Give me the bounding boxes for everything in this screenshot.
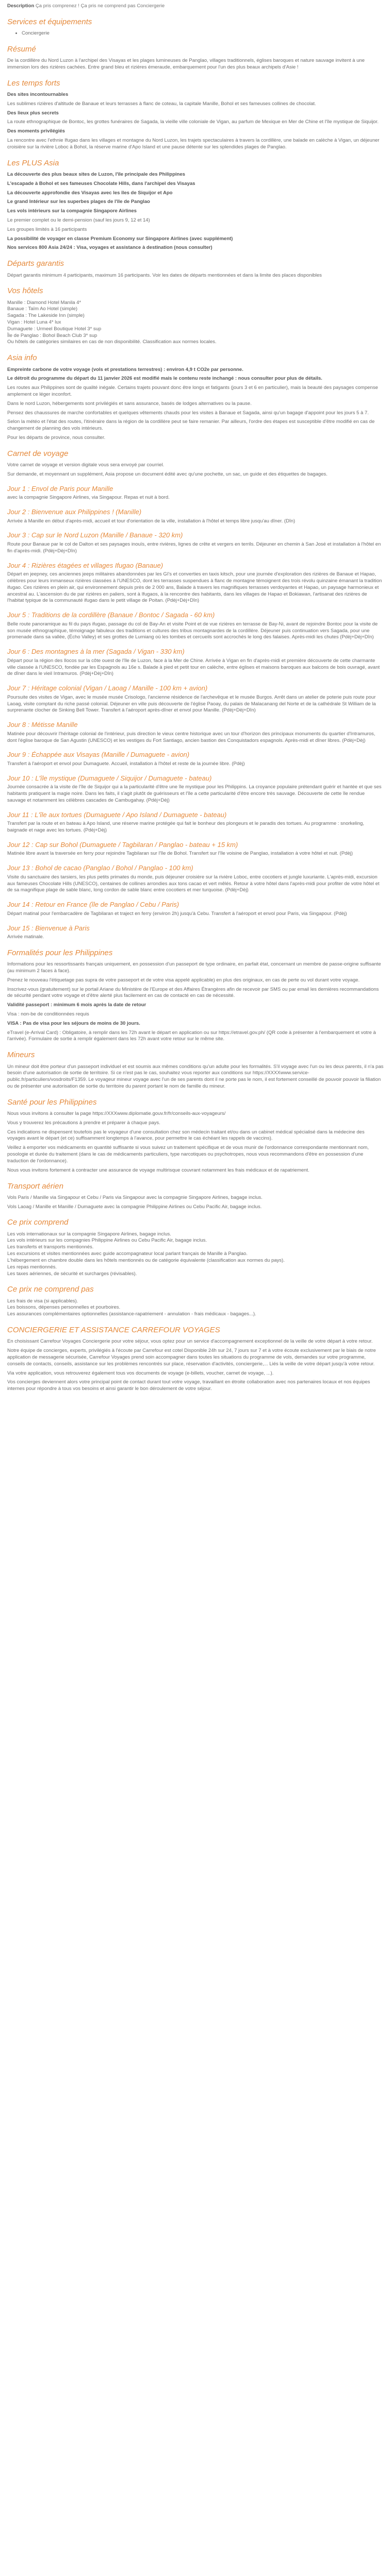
- day-title: Jour 9 : Échappée aux Visayas (Manille / Dumaguete - avion): [7, 751, 190, 759]
- carnet-title: Carnet de voyage: [7, 449, 69, 458]
- hotel-line: Manille : Diamond Hotel Manila 4*: [7, 299, 82, 306]
- day-title: Jour 7 : Héritage colonial (Vigan / Laoag / Manille - 100 km + avion): [7, 684, 208, 692]
- sante-paragraph: Vous y trouverez les précautions à prendre et préparer à chaque pays.: [7, 1120, 160, 1126]
- day-title: Jour 5 : Traditions de la cordillère (Banaue / Bontoc / Sagada - 60 km): [7, 611, 215, 619]
- comprend-item: Les repas mentionnés.: [7, 1264, 57, 1270]
- sante-paragraph: Nous vous invitons fortement à contracter une assurance de voyage multirisque couvrant notamment les frais médicaux et de rapatriement.: [7, 1167, 309, 1173]
- day-text: Départ matinal pour l'embarcadère de Tagbilaran et traject en ferry (environ 2h) jusqu'à Cebu. Transfert à l'aéroport et envol pour Paris, via Singapour. (Pdèj): [7, 910, 347, 917]
- comprend-item: Les taxes aériennes, de sécurité et surcharges (révisables).: [7, 1270, 137, 1277]
- transport-item: Vols Laoag / Manille et Manille / Dumaguete avec la compagnie Philippine Airlines ou Cebu Pacific Air, bagage inclus.: [7, 1204, 262, 1210]
- plus-asia-item: Nos services 800 Asia 24/24 : Visa, voyages et assistance à destination (nous consulter): [7, 245, 213, 251]
- conciergerie-paragraph: Vos concierges deviennent alors votre principal point de contact durant tout votre voyage, travaillant en étroite collaboration avec nos partenaires locaux et nos équipes internes pour répondre à tous vos besoins et ainsi garantir le bon déroulement de votre séjour.: [7, 1379, 370, 1392]
- asia-info-item: Les routes aux Philippines sont de qualité inégale. Certains trajets pouvant donc être longs et fatigants (jours 3 et 6 en particulier), mais la beauté des paysages compense amplement ce léger inconfort.: [7, 385, 378, 397]
- asia-info-item: Dans le nord Luzon, hébergements sont privilégiés et sans assurance, basés de lodges alternatives ou la pause.: [7, 400, 252, 406]
- comprend-item: Les vols intérieurs sur les compagnies Philippine Airlines ou Cebu Pacific Air, bagage inclus.: [7, 1238, 207, 1244]
- resume-title: Résumé: [7, 44, 36, 54]
- sante-paragraph: Nous vous invitons à consulter la page https://XXXwww.diplomatie.gouv.fr/fr/conseils-aux-voyageurs/: [7, 1111, 226, 1117]
- day-title: Jour 3 : Cap sur le Nord Luzon (Manille / Banaue - 320 km): [7, 531, 183, 539]
- mineurs-paragraph: Un mineur doit être porteur d'un passeport individuel et est soumis aux mêmes conditions qu'un adulte pour les formalités. S'il voyage avec l'un ou les deux parents, il n'a pas besoin d'une autorisation de sortie de territoire. Si ce n'est pas le cas, souhaitez vous reporter aux conditions sur https://XXXXwww.service-public.fr/particuliers/vosdroits/F1359. Le voyageur mineur voyage avec l'un de ses parents dont il ne porte pas le nom, il est fortement conseillé de pouvoir pouvoir la filiation ou de présenter une autorisation de sortie du territoire du parent portant le nom de famille du mineur.: [7, 1063, 384, 1089]
- formalites-paragraph: Visa : non-be de conditionnées requis: [7, 1011, 89, 1018]
- mineurs-title: Mineurs: [7, 1050, 35, 1060]
- formalites-paragraph: Prenez le nouveau l'étiquetage pas supra de votre passeport et de votre visa appelé applicable) en plus des originaux, en cas de perte ou vol durant votre voyage.: [7, 977, 360, 983]
- transport-title: Transport aérien: [7, 1181, 63, 1191]
- sante-title: Santé pour les Philippines: [7, 1097, 97, 1107]
- asia-info-item: Empreinte carbone de votre voyage (vols et prestations terrestres) : environ 4,9 t CO2e par personne.: [7, 366, 243, 372]
- day-title: Jour 8 : Métisse Manille: [7, 721, 78, 729]
- formalites-paragraph: Inscrivez-vous (gratuitement) sur le portail Ariane du Ministère de l'Europe et des Affaires Étrangères afin de recevoir par SMS ou par email les dernières recommandations de sécurité pendant votre voyage et d'être alerté plus facilement en cas de contacté en cas de nécessité.: [7, 986, 379, 999]
- comprend-item: L'hébergement en chambre double dans les hôtels mentionnés ou de catégorie équivalente (classification aux normes du pays).: [7, 1257, 285, 1263]
- asia-info-item: Pensez des chaussures de marche confortables et quelques vêtements chauds pour les visites à Banaue et Sagada, ainsi qu'un bagage d'appoint pour les jours 5 à 7.: [7, 410, 369, 416]
- day-text: Arrivée à Manille en début d'après-midi, accueil et tour d'orientation de la ville, installation à l'hôtel et temps libre jusqu'au dîner. (Dîn): [7, 518, 296, 524]
- hotel-line: Vigan : Hotel Luna 4* lux: [7, 319, 61, 325]
- plus-asia-list: [7, 172, 384, 251]
- ne-comprend-item: Les assurances complémentaires optionnelles (assistance-rapatriement - annulation - frais médicaux - bagages...).: [7, 1311, 256, 1317]
- carnet-paragraph: Votre carnet de voyage et version digitale vous sera envoyé par courriel.: [7, 462, 165, 468]
- day-text: Départ en jeepney, ces anciennes jeeps militaires abandonnées par les GI's et converties en taxis kitsch, pour une journée d'exploration des rizières de Banaue et Hapao, célèbres pour leurs inmanseux rizières classées à l'UNESCO, dont les terrasses suspendues à flanc de montagne témoignent des trois révolu quinzaine émanant la tradition ifugao. Ces rizières en plein air, qui environnement depuis près de 2 000 ans, Balade à travers les magnifiques terrasses verdoyantes et Hapao, un paysage harmonieux et ancestral au. L'ascension du de par rizières en paliers, sont à Ifugaos, à la rencontre des habitants, dans les villages de Hapao et Bokiawan, l'artisanat des rizières de l'habitat typique de la communauté ifugao dans le petit village de Poitan. (Pdèj+Dèj+Dîn): [7, 571, 382, 604]
- plus-asia-title: Les PLUS Asia: [7, 158, 59, 167]
- temps-forts-title: Les temps forts: [7, 78, 60, 88]
- carnet-paragraph: Sur demande, et moyennant un supplément, Asia propose un document édité avec qu'une pochette, un sac, un guide et des étiquettes de bagages.: [7, 471, 328, 477]
- day-text: Matinée libre avant la traversée en ferry pour rejoindre Tagbilaran sur l'île de Bohol. Transfert sur l'île voisine de Panglao, installation à votre hôtel et nuit. (Pdèj): [7, 851, 353, 857]
- ne-comprend-title: Ce prix ne comprend pas: [7, 1285, 94, 1294]
- departs-title: Départs garantis: [7, 259, 64, 268]
- asia-info-item: Selon la météo et l'état des routes, l'itinéraire dans la région de la cordillère peut se faire remanier. Par ailleurs, l'ordre des étapes est susceptible d'être modifié en cas de changement de planning des vols intérieurs.: [7, 419, 375, 432]
- services-item: • Conciergerie: [22, 30, 384, 37]
- day-text: Belle route panoramique au fil du pays ifugao, passage du col de Bay-An et visite Point et de vue rizières en terrasse de Bay-Ni, avant de rejoindre Bontoc pour la visite de son musée ethnographique, témoignage fabuleux des traditions et cultures des tribus montagnardes de la cordillère. Déjeuner puis continuation vers Sagada, pour une promenade dans sa vallée, (Écho Valley) et ses grottes de Lumiang où les tombes et cercueils sont accrochés le long des falaises. Après-midi les chutes (Pdèj+Dèj+Dîn): [7, 621, 378, 640]
- day-text: Arrivée matinale.: [7, 934, 44, 940]
- description-label: Description: [7, 3, 35, 9]
- day-text: avec la compagnie Singapore Airlines, via Singapour. Repas et nuit à bord.: [7, 495, 170, 501]
- hotel-line: Sagada : The Lakeside Inn (simple): [7, 313, 85, 319]
- day-text: Départ pour la région des Ilocos sur la côte ouest de l'île de Luzon, face à la Mer de Chine. Arrivée à Vigan en fin d'après-midi et première découverte de cette charmante ville classée à l'UNESCO, fondée par les Espagnols au 16e s. Balade à pied et petit tour en calèche, entre églises et maisons baroques aux balcons de bois ouvragé, avant de dîner dans le vieil Intramuros. (Pdèj+Dèj+Dîn): [7, 657, 380, 677]
- asia-info-list: [7, 367, 384, 442]
- day-title: Jour 13 : Bohol de cacao (Panglao / Bohol / Panglao - 100 km): [7, 864, 193, 872]
- temps-forts-paragraph: La route ethnographique de Bontoc, les grottes funéraires de Sagada, la vieille ville coloniale de Vigan, au parfum de Mexique en Mer de Chine et l'île mystique de Siquijor.: [7, 119, 379, 125]
- day-text: Poursuite des visites de Vigan, avec le musée musée Crisologo, l'ancienne résidence de l'archevêque et le musée Burgos. Arrêt dans un atelier de poterie puis route pour Laoag, visite comptant du riche passé colonial. Déjeuner en ville puis découverte de l'église Paoay, du palais de Malacanang del Norte et de la cathédrale St William de la surprenante clocher de Sinking Bell Tower. Transfert à l'aéroport après-dîner et envol pour Manille. (Pdèj+Dèj+Dîn): [7, 694, 376, 714]
- temps-forts-sub: Des sites incontournables: [7, 92, 69, 97]
- asia-info-title: Asia info: [7, 353, 37, 363]
- formalites-paragraph: VISA : Pas de visa pour les séjours de moins de 30 jours.: [7, 1020, 140, 1026]
- ne-comprend-item: Les frais de visa (si applicables).: [7, 1298, 78, 1304]
- services-title: Services et équipements: [7, 17, 92, 26]
- formalites-title: Formalités pour les Philippines: [7, 948, 113, 957]
- formalites-paragraph: eTravel (e-Arrival Card) : Obligatoire, à remplir dans les 72h avant le départ en application ou sur https://etravel.gov.ph/ (QR code à présenter à l'embarquement et votre à l'arrivée). Formulaire de sortie à remplir également dans les 72h avant votre retour sur le même site.: [7, 1029, 376, 1042]
- asia-info-item: Pour les départs de province, nous consulter.: [7, 435, 106, 440]
- day-text: Transfert par la route et en bateau à Apo Island, une réserve marine protégée qui fait le bonheur des plongeurs et le paradis des tortues. Au programme : snorkeling, baignade et nage avec les tortues. (Pdèj+Dèj): [7, 821, 364, 834]
- temps-forts-sub: Des moments privilégiés: [7, 128, 65, 134]
- day-title: Jour 15 : Bienvenue à Paris: [7, 924, 90, 932]
- temps-forts-paragraph: La rencontre avec l'ethnie Ifugao dans les villages et montagne du Nord Luzon, les trajets spectaculaires à travers la cordillère, une balade en calèche à Vigan, un déjeuner croisière sur la rivière Loboc à Bohol, la réserve marine d'Apo Island et une pause détente sur les splendides plages de Panglao.: [7, 138, 380, 150]
- description-line: [7, 3, 384, 10]
- resume-paragraph: De la cordillère du Nord Luzon à l'archipel des Visayas et les plages lumineuses de Panglao, villages traditionnels, églises baroques et nature sauvage invitent à une immersion lors des rizières cachées. Entre grand bleu et rizières émeraude, embarquement pour l'un des plus beaux archipels d'Asie !: [7, 58, 365, 70]
- day-title: Jour 11 : L'île aux tortues (Dumaguete / Apo Island / Dumaguete - bateau): [7, 810, 227, 819]
- sante-paragraph: Veillez à emporter vos médicaments en quantité suffisante si vous suivez un traitement spécifique et de vous munir de l'ordonnance correspondante mentionnant nom, posologie et durée du traitement (dans le cas de médicaments particuliers, type narcotiques ou psychotropes, nous vous recommandons d'être en possession d'une traduction de l'ordonnance).: [7, 1145, 369, 1164]
- day-text: Journée consacrée à la visite de l'île de Siquijor qui a la particularité d'être une île mystique pour les Philippins. La croyance populaire prétendant guérir et hantée et que ses habitants pratiquent la magie noire. Dans les faits, il s'agit plutôt de guérisseurs et l'île a cette particularité d'être encore très sauvage. Découverte de cette île rendue sauvage et notamment les célèbres cascades de Cambugahay. (Pdèj+Dèj): [7, 784, 382, 803]
- plus-asia-item: Le grand Intérieur sur les superbes plages de l'île de Panglao: [7, 199, 150, 205]
- conciergerie-paragraph: En choisissant Carrefour Voyages Conciergerie pour votre séjour, vous optez pour un service d'accompagnement exceptionnel de la veille de votre départ à votre retour.: [7, 1338, 373, 1345]
- plus-asia-item: Les vols intérieurs sur la compagnie Singapore Airlines: [7, 208, 137, 214]
- plus-asia-item: La possibilité de voyager en classe Premium Economy sur Singapore Airlines (avec supplément): [7, 235, 233, 242]
- conciergerie-paragraph: Notre équipe de concierges, experts, privilégiés à l'écoute par Carrefour est cotel Disponible 24h sur 24, 7 jours sur 7 et à votre écoute exclusivement par le biais de notre application de messagerie sécurisée, Carrefour Voyages prend soin accompagner dans toutes les situations du programme de vols, demandes sur votre programme, conseils de contacts, conseils, assistance sur les problèmes rencontrés sur place, réservation d'activités, conciergerie,... Liés la veille de votre départ jusqu'à votre retour.: [7, 1348, 376, 1367]
- departs-paragraph: Départ garantis minimum 4 participants, maximum 16 participants. Voir les dates de départs mentionnées et dans la limite des places disponibles: [7, 272, 322, 278]
- temps-forts-sub: Des lieux plus secrets: [7, 110, 59, 116]
- day-title: Jour 2 : Bienvenue aux Philippines ! (Manille): [7, 508, 142, 516]
- day-title: Jour 12 : Cap sur Bohol (Dumaguete / Tagbilaran / Panglao - bateau + 15 km): [7, 840, 238, 849]
- comprend-item: Les transferts et transports mentionnés.: [7, 1244, 94, 1250]
- day-text: Visite du sanctuaire des tarsiers, les plus petits primates du monde, puis déjeuner croisière sur la rivière Loboc, entre cocotiers et jungle luxuriante. L'après-midi, excursion aux fameuses Chocolate Hills (UNESCO), centaines de collines arrondies aux tons cacao et vert mêlés. Retour à votre hôtel dans l'après-midi pour profiter de votre hôtel et de sa magnifique plage de sable blanc, long cordon de sable blanc entre cocotiers et mer turquoise. (Pdèj+Dèj): [7, 874, 380, 893]
- plus-asia-item: La découverte des plus beaux sites de Luzon, l'île principale des Philippines: [7, 171, 185, 177]
- hotel-line: Banaue : Taïm Ao Hotel (simple): [7, 306, 78, 312]
- formalites-paragraph: Informations pour les ressortissants français uniquement, en possession d'un passeport de type ordinaire, en parfait état, concernant un membre de passe-origine suffisante (au minimum 2 faces à face).: [7, 961, 381, 974]
- transport-item: Vols Paris / Manille via Singapour et Cebu / Paris via Singapour avec la compagnie Singapore Airlines, bagage inclus.: [7, 1194, 263, 1200]
- day-text: Route pour Banaue par le col de Dalton et ses paysages inouïs, entre rivières, lignes de crête et vergers en terrils. Déjeuner en chemin à San José et installation à l'hôtel en fin d'après-midi. (Pdèj+Dèj+Dîn): [7, 541, 381, 554]
- hotel-line: Île de Panglao : Bohol Beach Club 3* sup: [7, 332, 97, 338]
- comprend-item: Les vols internationaux sur la compagnie Singapore Airlines, bagage inclus.: [7, 1231, 171, 1237]
- plus-asia-item: L'escapade à Bohol et ses fameuses Chocolate Hills, dans l'archipel des Visayas: [7, 180, 196, 187]
- description-text: Ça pris comprenez ! Ça pris ne comprend pas Conciergerie: [35, 3, 165, 9]
- temps-forts-paragraph: Les sublimes rizières d'altitude de Banaue et leurs terrasses à flanc de coteau, la capitale Manille, Bohol et ses fameuses collines de chocolat.: [7, 100, 316, 107]
- sante-paragraph: Ces indications ne dispensent toutefois pas le voyageur d'une consultation chez son médecin traitant et/ou dans un cabinet médical spécialisé dans la médecine des voyages avant le départ (et ce) suffisamment longtemps à l'avance, pour permettre le cas échéant les rappels de vaccins).: [7, 1129, 365, 1142]
- plus-asia-item: La découverte approfondie des Visayas avec les îles de Siquijor et Apo: [7, 190, 173, 196]
- hotel-line: Ou hôtels de catégories similaires en cas de non disponibilité. Classification aux normes locales.: [7, 339, 217, 345]
- day-title: Jour 1 : Envol de Paris pour Manille: [7, 484, 113, 493]
- conciergerie-title: CONCIERGERIE ET ASSISTANCE CARREFOUR VOYAGES: [7, 1326, 220, 1335]
- asia-info-item: Le détroit du programme du départ du 11 janvier 2026 est modifié mais le contenu reste inchangé : nous consulter pour plus de détails.: [7, 376, 322, 382]
- itinerary: [7, 484, 384, 941]
- plus-asia-item: Le premier complet ou le demi-pension (sauf les jours 9, 12 et 14): [7, 217, 150, 223]
- conciergerie-paragraph: Via votre application, vous retrouverez également tous vos documents de voyage (e-billets, voucher, carnet de voyage, ...).: [7, 1370, 274, 1376]
- ne-comprend-item: Les boissons, dépenses personnelles et pourboires.: [7, 1304, 121, 1311]
- hotel-line: Dumaguete : Urmeel Boutique Hotel 3* sup: [7, 326, 102, 332]
- comprend-item: Les excursions et visites mentionnées avec guide accompagnateur local parlant français de Manille à Panglao.: [7, 1251, 248, 1257]
- day-title: Jour 10 : L'île mystique (Dumaguete / Siquijor / Dumaguete - bateau): [7, 774, 212, 782]
- services-list: [22, 30, 384, 37]
- day-title: Jour 14 : Retour en France (île de Panglao / Cebu / Paris): [7, 901, 180, 909]
- hotels-list: [7, 300, 384, 346]
- day-title: Jour 6 : Des montagnes à la mer (Sagada / Vigan - 330 km): [7, 648, 185, 656]
- plus-asia-item: Les groupes limités à 16 participants: [7, 226, 87, 232]
- day-text: Transfert à l'aéroport et envol pour Dumaguete. Accueil, installation à l'hôtel et reste de la journée libre. (Pdèj): [7, 760, 245, 767]
- day-text: Matinée pour découvrir l'héritage colonial de l'intérieur, puis direction le vieux centre historique avec un tour d'horizon des principaux monuments du quartier d'Intramuros, dont l'église baroque de San Agustin (UNESCO) et les vestiges du Fort Santiago, ancien bastion des Conquistadors espagnols. Après-midi et dîner libres. (Pdèj+Dèj): [7, 731, 376, 743]
- comprend-title: Ce prix comprend: [7, 1218, 69, 1227]
- day-title: Jour 4 : Rizières étagées et villages Ifugao (Banaue): [7, 561, 164, 569]
- formalites-paragraph: Validité passeport : minimum 6 mois après la date de retour: [7, 1002, 146, 1008]
- hotels-title: Vos hôtels: [7, 286, 43, 296]
